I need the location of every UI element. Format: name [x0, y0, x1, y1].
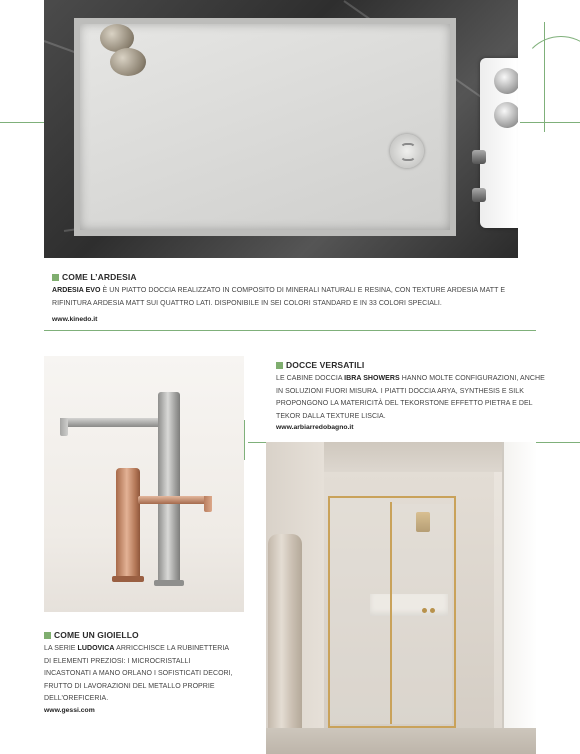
guide-line-top-right-h [520, 122, 580, 123]
bathrobe [268, 534, 302, 734]
caption-body-docce: LE CABINE DOCCIA IBRA SHOWERS HANNO MOLTE CONFIGURAZIONI, ANCHE IN SOLUZIONI FUORI MISURA. I PIATTI DOCCIA ARYA, SYNTHESIS E SILK PROPONGONO LA MATERICITÀ DEL TEKORSTONE EFFETTO PIETRA E DEL TEKOR DALLA TEXTURE LISCIA. [276, 375, 545, 420]
faucet-photo [44, 356, 244, 612]
copper-faucet-spout [138, 496, 212, 504]
decorative-stones [100, 24, 150, 80]
caption-body-gioiello: LA SERIE LUDOVICA ARRICCHISCE LA RUBINETTERIA DI ELEMENTI PREZIOSI: I MICROCRISTALLI INCASTONATI A MANO ORLANO I SOFISTICATI DECORI, FRUTTO DI LAVORAZIONI DEL METALLO PROPRIE DELL’OREFICERIA. [44, 645, 233, 703]
drain-icon [390, 134, 424, 168]
door-handle-icon [422, 608, 427, 613]
shower-mixer-panel [480, 58, 518, 228]
caption-title-ardesia: COME L’ARDESIA [52, 272, 137, 282]
green-square-icon [44, 632, 51, 639]
guide-line-mid-h [44, 330, 536, 331]
green-square-icon [52, 274, 59, 281]
caption-title-docce: DOCCE VERSATILI [276, 360, 364, 370]
url-kinedo-link[interactable]: www.kinedo.it [52, 316, 98, 323]
caption-body-ardesia: ARDESIA EVO È UN PIATTO DOCCIA REALIZZATO IN COMPOSITO DI MINERALI NATURALI E RESINA, CON TEXTURE ARDESIA MATT E RIFINITURA ARDESIA MATT SUI QUATTRO LATI. DISPONIBILE IN SEI COLORI STANDARD E IN 33 COLORI SPECIALI. [52, 287, 506, 307]
guide-line-left-v [244, 420, 245, 460]
url-gessi-link[interactable]: www.gessi.com [44, 707, 95, 714]
copper-faucet [116, 468, 140, 580]
caption-title-gioiello: COME UN GIOIELLO [44, 630, 139, 640]
guide-line-top-left-h [0, 122, 44, 123]
shower-tray-photo [44, 0, 518, 258]
steel-faucet [158, 392, 180, 584]
window [502, 442, 536, 754]
guide-arc-top-right [520, 36, 580, 118]
shower-cabin-photo [266, 442, 536, 754]
url-arbiarredobagno-link[interactable]: www.arbiarredobagno.it [276, 424, 354, 431]
green-square-icon [276, 362, 283, 369]
steel-faucet-spout [60, 418, 160, 427]
shower-door-frame [328, 496, 456, 728]
